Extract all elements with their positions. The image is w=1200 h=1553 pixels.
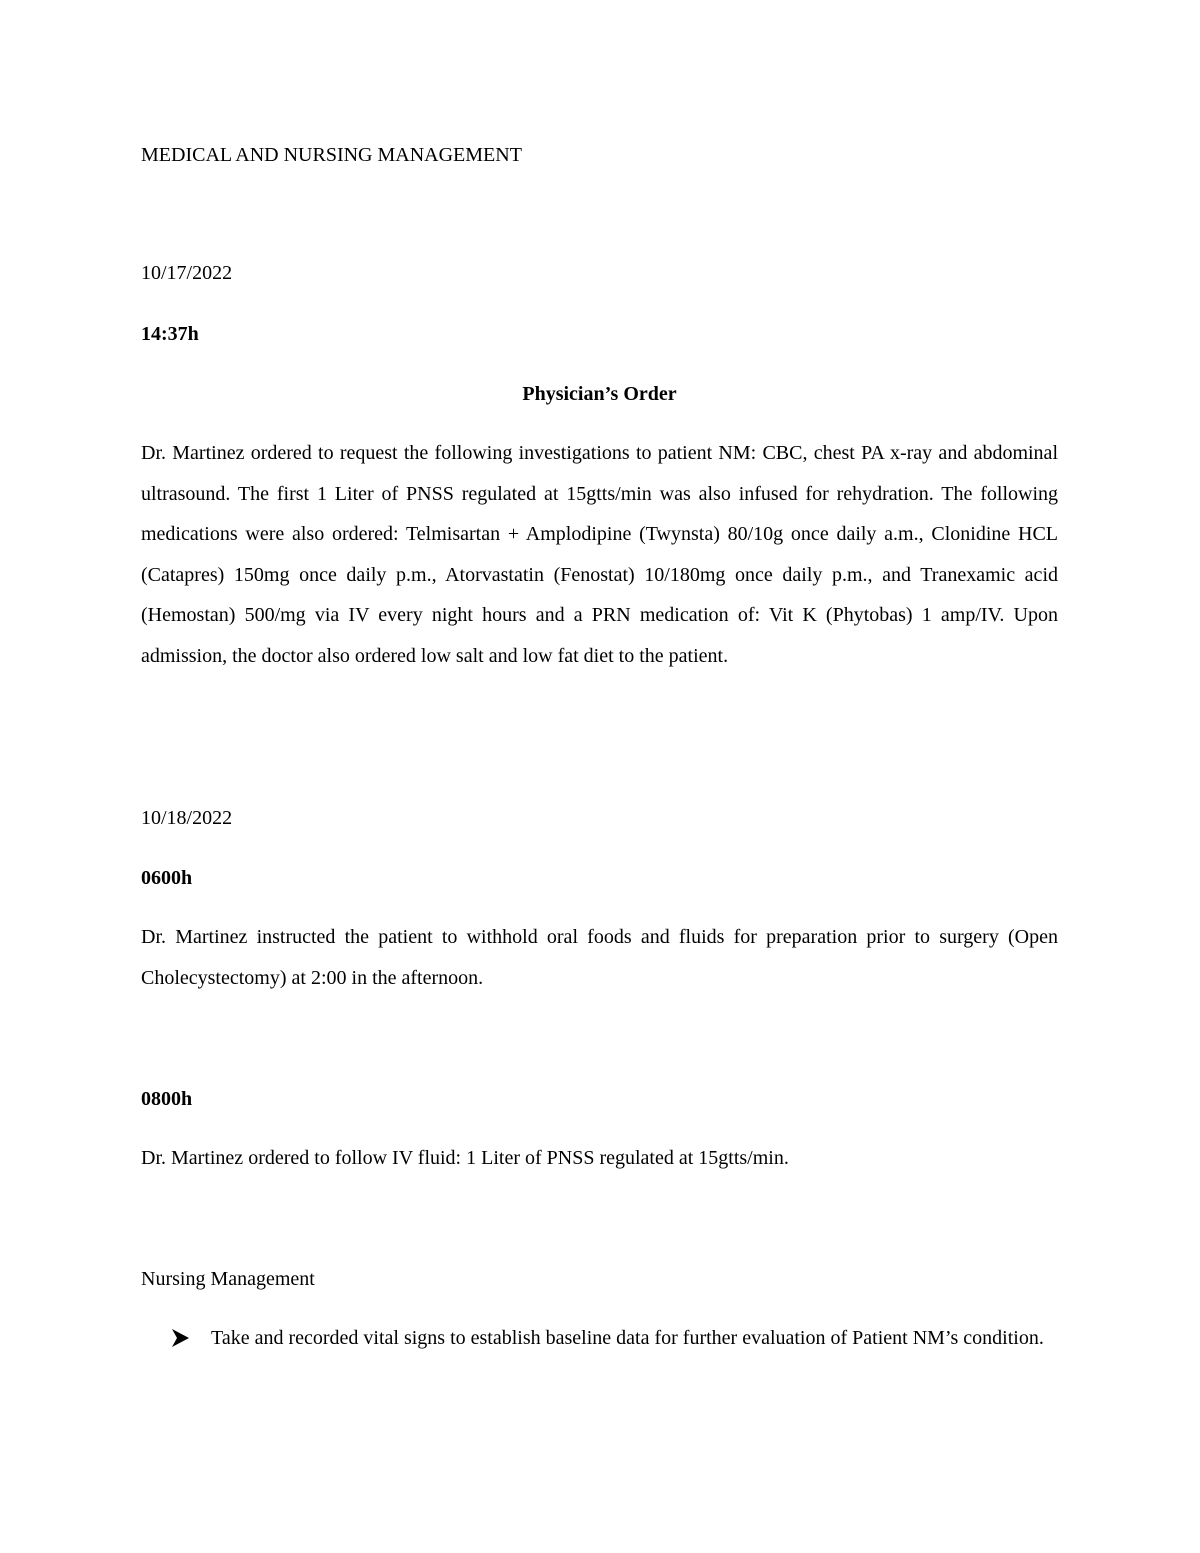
order-date-1: 10/17/2022 [141,262,233,284]
section-title: Physician’s Order [522,383,677,405]
nursing-management-heading: Nursing Management [141,1268,315,1290]
list-item-text: Take and recorded vital signs to establish baseline data for further evaluation of Patient NM’s condition. [211,1327,1044,1349]
npo-order-paragraph: Dr. Martinez instructed the patient to withhold oral foods and fluids for preparation prior to surgery (Open Cholecystectomy) at 2:00 in the afternoon. [141,926,1058,989]
order-time-2: 0600h [141,867,193,889]
document-heading: MEDICAL AND NURSING MANAGEMENT [141,144,522,166]
physician-order-paragraph: Dr. Martinez ordered to request the following investigations to patient NM: CBC, chest PA x-ray and abdominal ultrasound. The first 1 Liter of PNSS regulated at 15gtts/min was also infused for rehydration. The following medications were also ordered: Telmisartan + Amplodipine (Twynsta) 80/10g once daily a.m., Clonidine HCL (Catapres) 150mg once daily p.m., Atorvastatin (Fenostat) 10/180mg once daily p.m., and Tranexamic acid (Hemostan) 500/mg via IV every night hours and a PRN medication of: Vit K (Phytobas) 1 amp/IV. Upon admission, the doctor also ordered low salt and low fat diet to the patient. [141,442,1058,667]
order-date-2: 10/18/2022 [141,807,233,829]
order-time-1: 14:37h [141,323,199,345]
order-time-3: 0800h [141,1088,193,1110]
iv-order-paragraph: Dr. Martinez ordered to follow IV fluid: 1 Liter of PNSS regulated at 15gtts/min. [141,1147,789,1169]
arrowhead-bullet-icon [170,1328,190,1348]
